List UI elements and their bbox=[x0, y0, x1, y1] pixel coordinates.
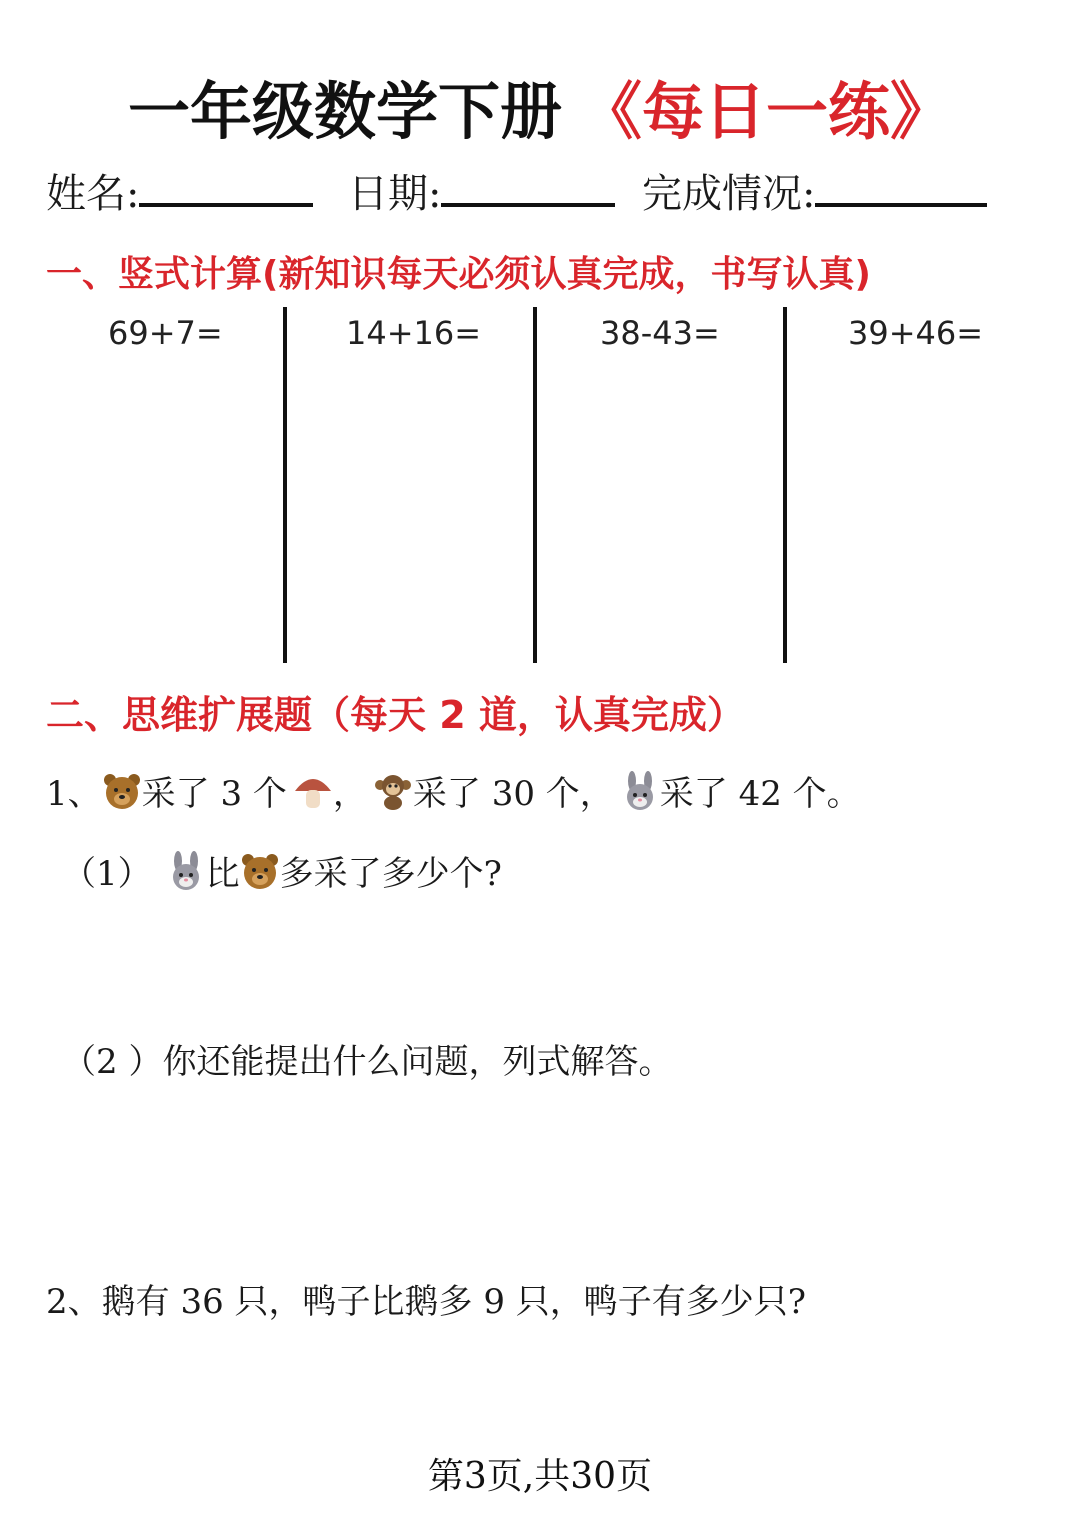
status-blank[interactable] bbox=[815, 169, 987, 207]
title-highlight: 《每日一练》 bbox=[580, 75, 953, 148]
question-1-sub-1 bbox=[62, 846, 502, 895]
status-field[interactable] bbox=[642, 162, 987, 219]
page-title bbox=[0, 62, 1080, 151]
page-number: 第3页,共30页 bbox=[427, 1456, 653, 1497]
question-2: 2、鹅有 36 只，鸭子比鹅多 9 只，鸭子有多少只? bbox=[46, 1282, 806, 1322]
compare-word: 比 bbox=[205, 854, 240, 894]
problem-2: 14+16= bbox=[346, 314, 482, 352]
column-divider bbox=[533, 307, 537, 663]
sub-1-question: 多采了多少个? bbox=[279, 854, 502, 894]
name-label: 姓名: bbox=[46, 171, 140, 217]
monkey-icon bbox=[373, 771, 413, 811]
rabbit-icon bbox=[620, 771, 660, 811]
date-field[interactable] bbox=[348, 162, 615, 219]
mushroom-icon bbox=[293, 771, 333, 811]
rabbit-icon bbox=[166, 851, 206, 891]
date-label: 日期: bbox=[348, 171, 442, 217]
section2-heading: 二、思维扩展题（每天 2 道，认真完成） bbox=[46, 693, 745, 737]
column-divider bbox=[283, 307, 287, 663]
section1-heading: 一、竖式计算(新知识每天必须认真完成，书写认真) bbox=[46, 254, 871, 295]
question-1-part-b: 采了 30 个， bbox=[412, 774, 614, 814]
question-1-part-c: 采了 42 个。 bbox=[659, 774, 861, 814]
date-blank[interactable] bbox=[441, 169, 615, 207]
question-1 bbox=[46, 766, 861, 815]
name-field[interactable] bbox=[46, 162, 313, 219]
status-label: 完成情况: bbox=[642, 171, 816, 217]
problem-1: 69+7= bbox=[108, 314, 223, 352]
column-divider bbox=[783, 307, 787, 663]
problem-4: 39+46= bbox=[848, 314, 984, 352]
title-main: 一年级数学下册 bbox=[127, 75, 562, 148]
problem-3: 38-43= bbox=[600, 314, 720, 352]
question-1-sub-2: （2 ）你还能提出什么问题，列式解答。 bbox=[62, 1042, 673, 1082]
bear-icon bbox=[240, 851, 280, 891]
question-1-part-a: 采了 3 个 bbox=[141, 774, 287, 814]
question-1-sep: ， bbox=[332, 774, 367, 814]
bear-icon bbox=[102, 771, 142, 811]
name-blank[interactable] bbox=[139, 169, 313, 207]
sub-number: （1） bbox=[62, 854, 152, 894]
question-number: 1、 bbox=[46, 774, 102, 814]
